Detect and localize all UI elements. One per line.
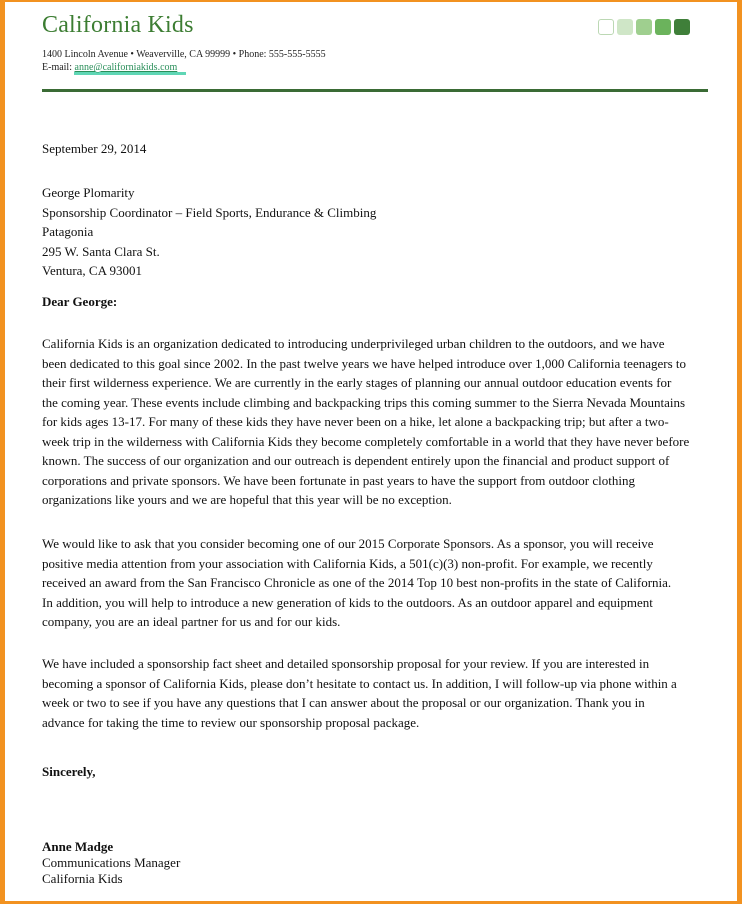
recipient-title: Sponsorship Coordinator – Field Sports, Endurance & Climbing [42,204,377,220]
email-link[interactable]: anne@californiakids.com [74,62,178,73]
signature-organization: California Kids [42,871,123,886]
letterhead-email-line [42,62,177,73]
color-square [674,19,690,35]
paragraph-line: company, you are an ideal partner for us and for our kids. [42,614,341,629]
recipient-street: 295 W. Santa Clara St. [42,243,160,259]
closing: Sincerely, [42,764,96,779]
paragraph-line: California Kids is an organization dedicated to introducing underprivileged urban children to the outdoors, and we have [42,336,665,351]
paragraph-line: known. The success of our organization and our outreach is dependent entirely upon the financial and product support of [42,453,670,468]
letterhead-address: 1400 Lincoln Avenue • Weaverville, CA 99999 • Phone: 555-555-5555 [42,49,326,60]
recipient-city: Ventura, CA 93001 [42,263,143,278]
paragraph-line: corporations and private sponsors. We have been fortunate in past years to have the support from outdoor clothing [42,472,635,488]
color-square [636,19,652,35]
paragraph-line: their first wilderness experience. We are currently in the early stages of planning our annual outdoor education events for [42,375,672,390]
letter-date: September 29, 2014 [42,141,147,156]
paragraph-line: becoming a sponsor of California Kids, please don’t hesitate to contact us. In addition, I will follow-up via phone within a [42,675,677,691]
body-paragraph-3 [42,654,714,732]
paragraph-line: positive media attention from your association with California Kids, a 501(c)(3) non-profit. For example, we recently [42,555,653,571]
header-rule [42,89,708,92]
color-square [617,19,633,35]
recipient-block [42,183,376,281]
email-label: E-mail: [42,62,72,73]
paragraph-line: In addition, you will help to introduce a new generation of kids to the outdoors. As an outdoor apparel and equipment [42,594,653,610]
organization-title: California Kids [42,12,194,38]
body-paragraph-2 [42,534,714,632]
paragraph-line: week trip in the wilderness with California Kids they become completely comfortable in a world that they have never before [42,433,690,449]
paragraph-line: been dedicated to this goal since 2002. In the past twelve years we have helped introduce over 1,000 California teenagers to [42,355,687,371]
color-square [655,19,671,35]
paragraph-line: organizations like yours and we are hopeful that this year will be no exception. [42,492,452,507]
paragraph-line: advance for taking the time to review our sponsorship proposal package. [42,714,420,730]
color-square [598,19,614,35]
paragraph-line: We have included a sponsorship fact sheet and detailed sponsorship proposal for your review. If you are interested in [42,656,650,671]
body-paragraph-1 [42,334,714,510]
paragraph-line: received an award from the San Francisco Chronicle as one of the 2014 Top 10 best non-profits in the state of California. [42,575,672,590]
signature-block [42,839,180,887]
signature-title: Communications Manager [42,855,181,870]
recipient-company: Patagonia [42,224,94,239]
salutation: Dear George: [42,294,118,309]
signature-name: Anne Madge [42,839,114,854]
paragraph-line: week or two to see if you have any questions that I can answer about the proposal or our organization. Thank you in [42,695,645,710]
recipient-name: George Plomarity [42,185,135,200]
color-squares [598,19,690,35]
paragraph-line: We would like to ask that you consider becoming one of our 2015 Corporate Sponsors. As a sponsor, you will receive [42,536,654,551]
paragraph-line: for kids ages 13-17. For many of these kids they have never been on a hike, let alone a backpacking trip; but after a two- [42,414,669,429]
paragraph-line: the coming year. These events include climbing and backpacking trips this coming summer to the Sierra Nevada Mountains [42,394,686,410]
